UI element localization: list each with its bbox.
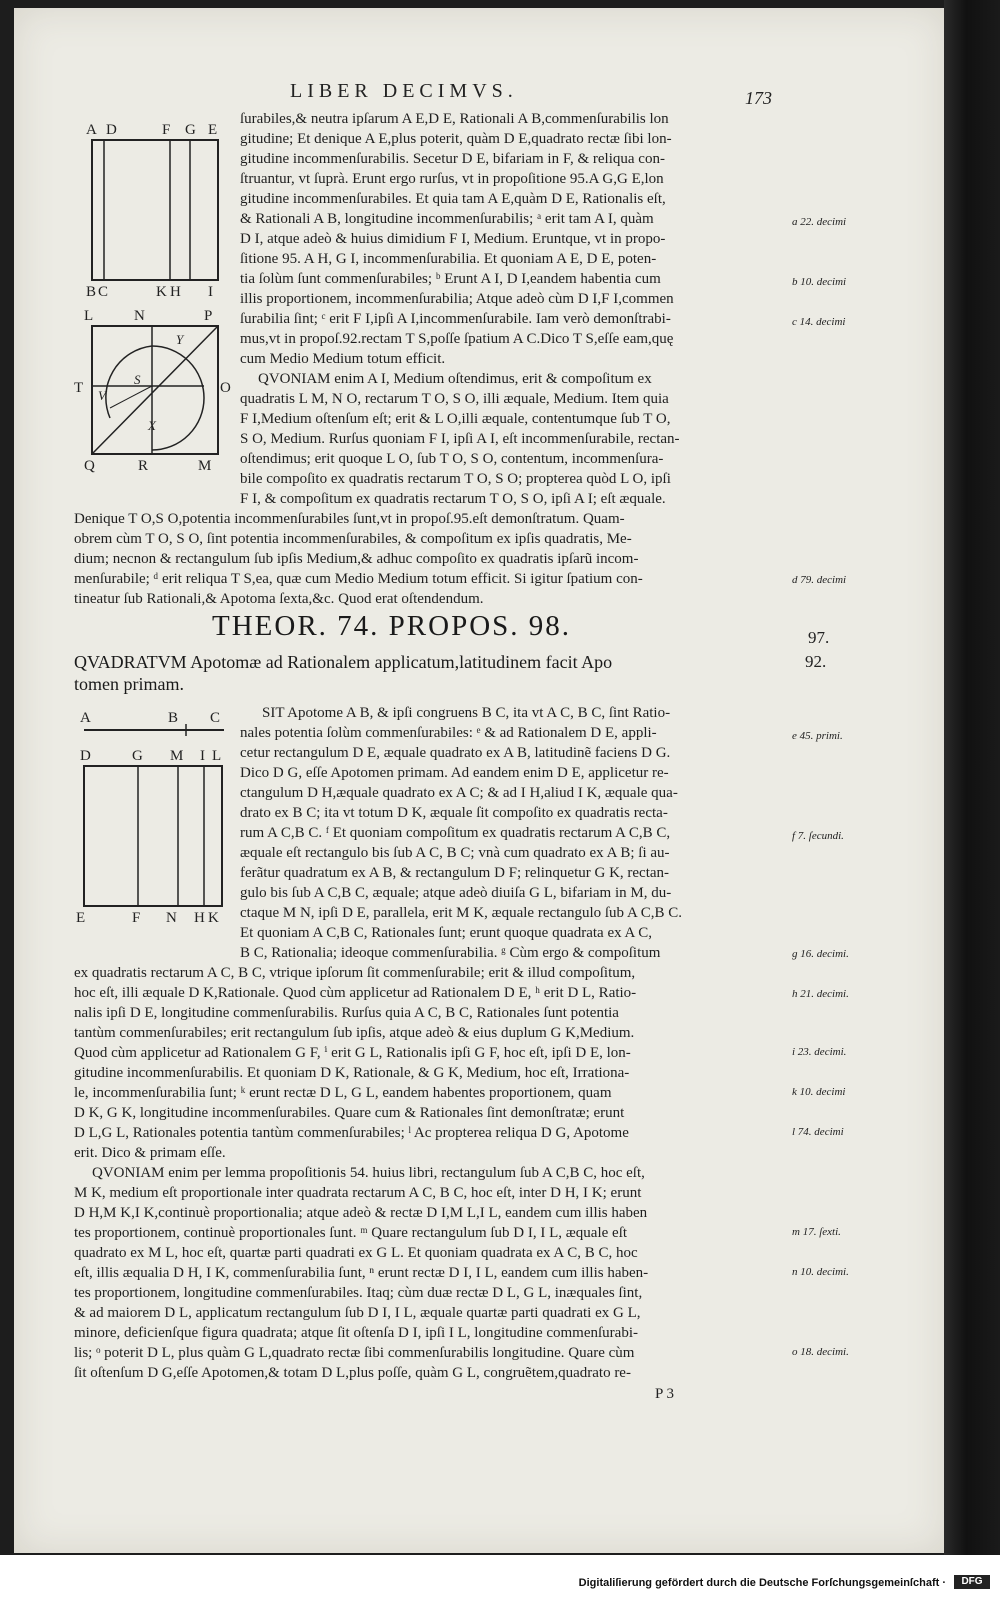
text-line: quadrato ex M L, hoc eſt, quartæ parti quadrati ex G L. Et quoniam quadrata ex A C, B C, hoc [74,1245,638,1261]
fig2-label: L [84,308,94,324]
margin-note: n 10. decimi. [792,1266,849,1278]
fig3-label: D [80,748,91,764]
text-line: nales potentia ſolùm commenſurabiles: ᵉ & ad Rationalem D E, appli- [240,725,657,741]
fig2-label: P [204,308,213,324]
text-line: SIT Apotome A B, & ipſi congruens B C, ita vt A C, B C, ſint Ratio- [262,705,671,721]
text-line: drato ex B C; ita vt totum D K, æquale ſit compoſito ex quadratis recta- [240,805,668,821]
dfg-logo: DFG [954,1575,990,1589]
text-line: mus,vt in propoſ.92.rectam T S,poſſe ſpatium A C.Dico T S,eſſe eam,quę [240,331,674,347]
text-line: ex quadratis rectarum A C, B C, vtrique ipſorum ſit commenſurabile; erit & illud compoſitum, [74,965,636,981]
text-line: cetur rectangulum D E, æquale quadrato ex A B, latitudinẽ faciens D G. [240,745,671,761]
fig2-label: R [138,458,149,474]
fig1-label: B [86,284,97,300]
margin-note: k 10. decimi [792,1086,846,1098]
fig2-label: Y [176,332,184,347]
text-line: erit. Dico & primam eſſe. [74,1145,226,1161]
fig3-label: F [132,910,141,926]
text-line: gitudine incommenſurabiles. Et quia tam A E,quàm D E, Rationalis eſt, [240,191,666,207]
text-line: tes proportionem, continuè proportionales ſunt. ᵐ Quare rectangulum ſub D I, I L, æquale eſt [74,1225,628,1241]
margin-note: e 45. primi. [792,730,843,742]
margin-note: f 7. ſecundi. [792,830,844,842]
fig1-label: G [185,122,196,138]
text-line: cum Medio Medium totum efficit. [240,351,446,367]
fig2-label: O [220,380,231,396]
fig1-label: F [162,122,171,138]
fig2-label: N [134,308,145,324]
text-line: ſit oſtenſum D G,eſſe Apotomen,& totam D L,plus poſſe, quàm G L, congruẽtem,quadrato re- [74,1365,631,1381]
text-line: ſurabilia ſint; ᶜ erit F I,ipſi A I,incommenſurabile. Iam verò demonſtrabi- [240,311,671,327]
fig2-label: S [134,372,141,387]
fig1-label: D [106,122,117,138]
figure-square-semicircle [74,308,234,478]
scan-edge [944,0,1000,1555]
fig2-label: M [198,458,212,474]
fig2-label: V [98,388,106,403]
text-line: oſtendimus; erit quoque L O, ſub T O, S O, contentum, incommenſura- [240,451,664,467]
fig2-label: T [74,380,84,396]
proposition-statement: QVADRATVM Apotomæ ad Rationalem applicatum,latitudinem facit Apo [74,652,613,672]
page-number: 173 [745,88,772,108]
margin-number: 92. [805,652,827,671]
margin-number: 97. [808,628,830,647]
text-line: S O, Medium. Rurſus quoniam F I, ipſi A I, eſt incommenſurabile, rectan- [240,431,680,447]
text-line: QVONIAM enim per lemma propoſitionis 54. huius libri, rectangulum ſub A C,B C, hoc eſt, [92,1165,645,1181]
text-line: ſitione 95. A H, G I, incommenſurabilia. Et quoniam A E, D E, poten- [240,251,657,267]
text-line: bile compoſito ex quadratis rectarum T O, S O; propterea quòd L O, ipſi [240,471,671,487]
text-line: Et quoniam A C,B C, Rationales ſunt; erunt quoque quadrata ex A C, [240,925,653,941]
fig1-label: C [98,284,109,300]
fig2-label: Q [84,458,95,474]
fig3-label: H [194,910,205,926]
text-line: ſurabiles,& neutra ipſarum A E,D E, Rationali A B,commenſurabilis lon [240,111,669,127]
text-line: illis proportionem, incommenſurabilia; Atque adeò cùm D I,F I,commen [240,291,674,307]
text-line: D K, G K, longitudine incommenſurabiles. Quare cum & Rationales ſint demonſtratæ; erunt [74,1105,625,1121]
text-line: le, incommenſurabilia ſunt; ᵏ erunt rectæ D L, G L, eandem habentes proportionem, quam [74,1085,612,1101]
margin-note: g 16. decimi. [792,948,849,960]
fig3-label: M [170,748,184,764]
text-line: B C, Rationalia; ideoque commenſurabilia. ᵍ Cùm ergo & compoſitum [240,945,661,961]
signature-mark: P 3 [655,1386,675,1402]
fig1-label: A [86,122,97,138]
text-line: Quod cùm applicetur ad Rationalem G F, ⁱ erit G L, Rationalis ipſi G F, hoc eſt, ipſi D E, lon- [74,1045,631,1061]
text-line: gulo bis ſub A C,B C, æquale; atque adeò diuiſa G L, bifariam in M, du- [240,885,672,901]
fig3-label: A [80,710,91,726]
text-line: & Rationali A B, longitudine incommenſurabilis; ᵃ erit tam A I, quàm [240,211,654,227]
text-line: gitudine incommenſurabilis. Et quoniam D K, Rationale, & G K, Medium, hoc eſt, Irrationa- [74,1065,630,1081]
text-line: eſt, illis æqualia D H, I K, commenſurabilia ſunt, ⁿ erunt rectæ D I, I L, eandem cum illis haben- [74,1265,649,1281]
text-line: Denique T O,S O,potentia incommenſurabiles ſunt,vt in propoſ.95.eſt demonſtratum. Quam- [74,511,625,527]
margin-note: h 21. decimi. [792,988,849,1000]
text-line: D I, atque adeò & huius dimidium F I, Medium. Eruntque, vt in propo- [240,231,666,247]
fig3-label: B [168,710,179,726]
funding-credit: Digitaliſierung gefördert durch die Deutsche Forſchungsgemeinſchaft · [578,1577,946,1589]
margin-note: d 79. decimi [792,574,847,586]
figure-rectangle-2 [76,708,236,928]
text-line: minore, deficienſque figura quadrata; atque ſit oſtenſa D I, ipſi I L, longitudine commenſurabi- [74,1325,638,1341]
margin-note: m 17. ſexti. [792,1226,841,1238]
theorem-heading: THEOR. 74. PROPOS. 98. [212,610,572,642]
text-line: æquale eſt rectangulo bis ſub A C, B C; vnà cum quadrato ex A B; ſi au- [240,845,670,861]
text-line: gitudine incommenſurabilis. Secetur D E, bifariam in F, & reliqua con- [240,151,665,167]
fig3-label: L [212,748,222,764]
text-line: tia ſolùm ſunt commenſurabiles; ᵇ Erunt A I, D I,eandem habentia cum [240,271,661,287]
figure-rectangle-1 [82,118,232,303]
fig1-label: I [208,284,213,300]
text-line: F I, & compoſitum ex quadratis rectarum T O, S O, ipſi A I; eſt æquale. [240,491,666,507]
fig2-label: X [148,418,156,433]
text-line: dium; necnon & rectangulum ſub ipſis Medium,& adhuc compoſito ex quadratis ipſarũ incom- [74,551,639,567]
fig3-label: C [210,710,221,726]
text-line: lis; ᵒ poterit D L, plus quàm G L,quadrato rectæ ſibi commenſurabilis longitudine. Quare cùm [74,1345,635,1361]
text-line: F I,Medium oſtenſum eſt; erit & L O,illi æquale, contentumque ſub T O, [240,411,671,427]
text-line: ferãtur quadratum ex A B, & rectangulum D F; relinquetur G K, rectan- [240,865,670,881]
margin-note: a 22. decimi [792,216,847,228]
fig3-label: K [208,910,219,926]
footer-bar [0,1555,1000,1607]
text-line: tes proportionem, longitudine commenſurabiles. Itaq; cùm duæ rectæ D L, G L, inæquales ſint, [74,1285,643,1301]
text-line: Dico D G, eſſe Apotomen primam. Ad eandem enim D E, applicetur re- [240,765,669,781]
margin-note: b 10. decimi [792,276,847,288]
text-line: tantùm commenſurabiles; erit rectangulum ſub ipſis, atque adeò & eius duplum G K,Medium. [74,1025,635,1041]
text-line: D H,M K,I K,continuè proportionalia; atque adeò & rectæ D I,M L,I L, eandem cum illis haben [74,1205,648,1221]
text-line: D L,G L, Rationales potentia tantùm commenſurabiles; ˡ Ac propterea reliqua D G, Apotome [74,1125,629,1141]
fig3-label: I [200,748,205,764]
text-line: ſtruantur, vt ſuprà. Erunt ergo rurſus, vt in propoſitione 95.A G,G E,lon [240,171,664,187]
margin-note: o 18. decimi. [792,1346,849,1358]
fig3-label: G [132,748,143,764]
fig1-label: E [208,122,218,138]
text-line: QVONIAM enim A I, Medium oſtendimus, erit & compoſitum ex [258,371,652,387]
text-line: rum A C,B C. ᶠ Et quoniam compoſitum ex quadratis rectarum A C,B C, [240,825,671,841]
text-line: & ad maiorem D L, applicatum rectangulum ſub D I, I L, æquale quartæ parti quadrati ex G L, [74,1305,641,1321]
margin-note: l 74. decimi [792,1126,844,1138]
text-line: quadratis L M, N O, rectarum T O, S O, illi æquale, Medium. Item quia [240,391,669,407]
text-line: obrem cùm T O, S O, ſint potentia incommenſurabiles, & compoſitum ex ipſis quadratis, Me- [74,531,632,547]
text-line: M K, medium eſt proportionale inter quadrata rectarum A C, B C, hoc eſt, inter D H, I K; erunt [74,1185,642,1201]
text-line: tineatur ſub Rationali,& Apotoma ſexta,&c. Quod erat oſtendendum. [74,591,484,607]
text-line: gitudine; Et denique A E,plus poterit, quàm D E,quadrato rectæ ſibi lon- [240,131,672,147]
fig3-label: E [76,910,86,926]
proposition-statement: tomen primam. [74,674,184,694]
text-line: hoc eſt, illi æquale D K,Rationale. Quod cùm applicetur ad Rationalem D E, ʰ erit D L, Ratio- [74,985,637,1001]
running-title: LIBER DECIMVS. [290,80,518,102]
fig1-label: K [156,284,167,300]
fig3-label: N [166,910,177,926]
margin-note: i 23. decimi. [792,1046,847,1058]
text-line: ctaque M N, ipſi D E, parallela, erit M K, æquale rectangulo ſub A C,B C. [240,905,682,921]
text-line: ctangulum D H,æquale quadrato ex A C; & ad I H,aliud I K, æquale qua- [240,785,678,801]
text-line: menſurabile; ᵈ erit reliqua T S,ea, quæ cum Medio Medium totum efficit. Si igitur ſpatium con- [74,571,643,587]
margin-note: c 14. decimi [792,316,846,328]
fig1-label: H [170,284,181,300]
text-line: nalis ipſi D E, longitudine commenſurabilis. Rurſus quia A C, B C, Rationales ſunt potentia [74,1005,619,1021]
